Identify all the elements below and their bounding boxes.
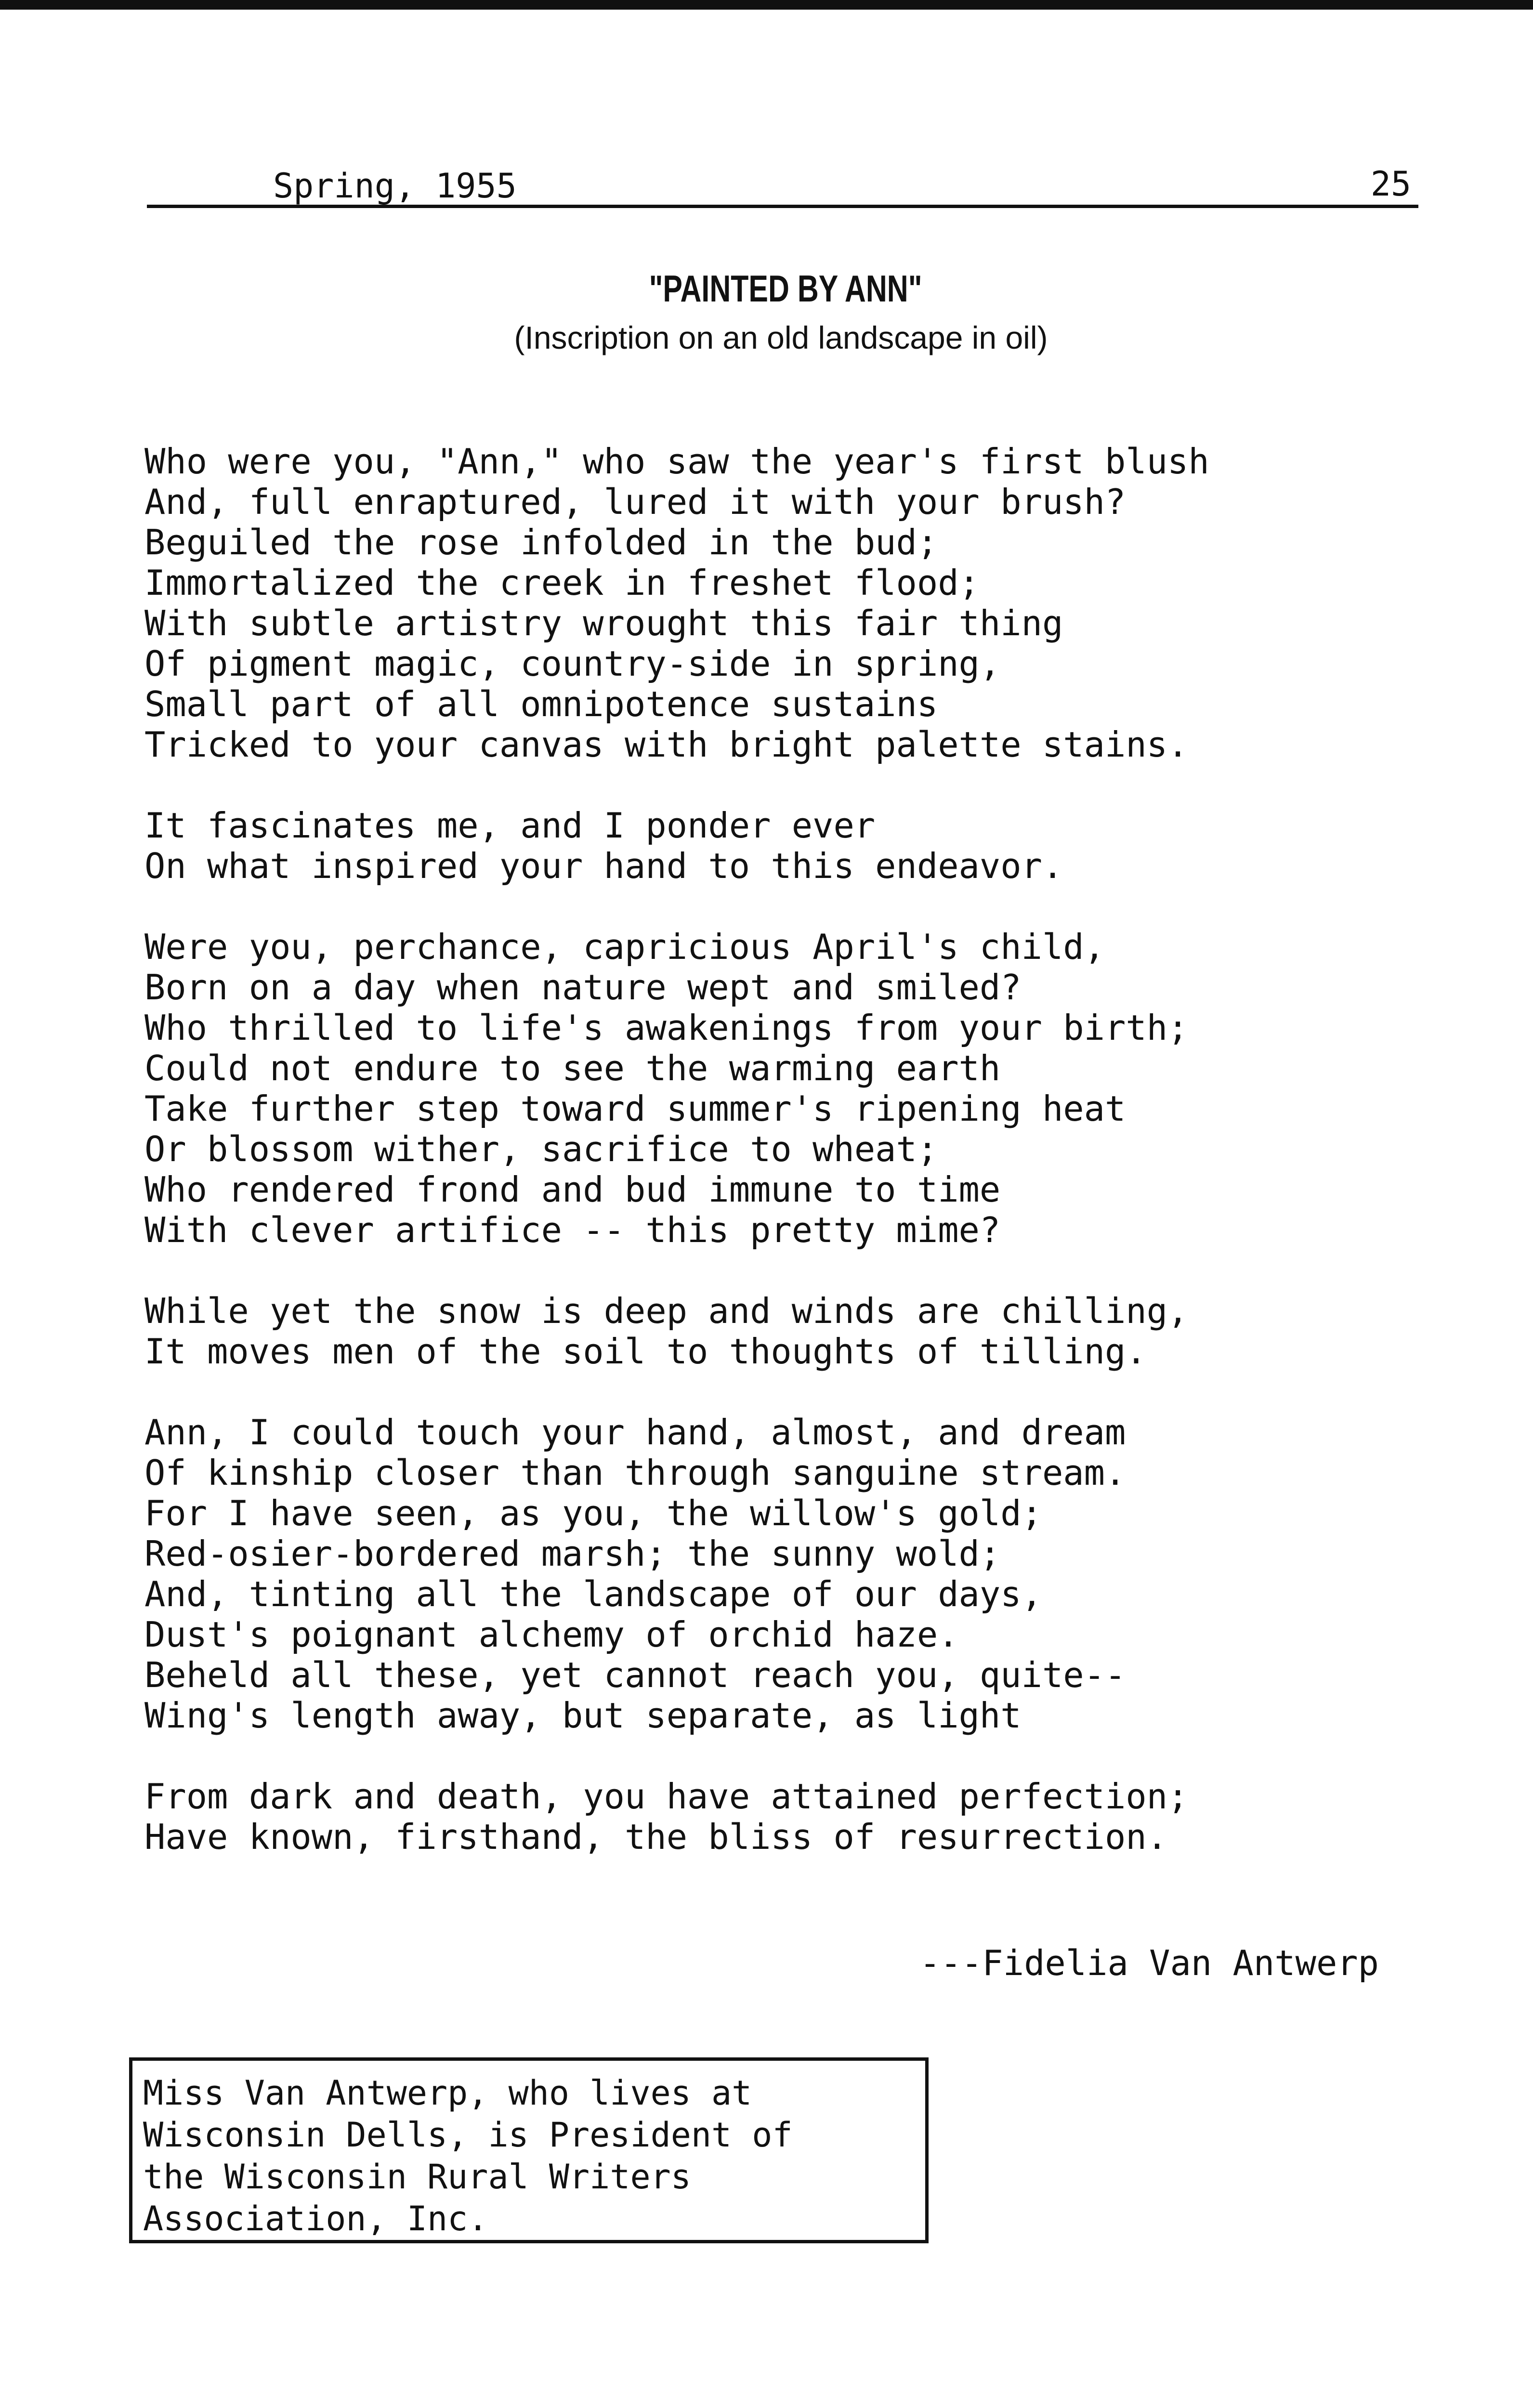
stanza-6 (144, 1776, 1522, 1857)
poem-subtitle: (Inscription on an old landscape in oil) (514, 320, 1048, 355)
running-head: Spring, 1955 (273, 166, 517, 206)
top-edge-rule (0, 0, 1533, 10)
stanza-4 (144, 1291, 1522, 1372)
poem-line: On what inspired your hand to this endeavor. (144, 846, 1063, 886)
poem-line: Of pigment magic, country-side in spring, (144, 643, 1001, 684)
poem-line: Immortalized the creek in freshet flood; (144, 563, 980, 603)
poem-line: Small part of all omnipotence sustains (144, 684, 938, 724)
bio-line: Wisconsin Dells, is President of (143, 2115, 793, 2155)
stanza-5 (144, 1412, 1522, 1736)
stanza-2 (144, 805, 1522, 886)
poem-line: It moves men of the soil to thoughts of tilling. (144, 1331, 1147, 1372)
page-number: 25 (1370, 164, 1411, 204)
poem-line: Beheld all these, yet cannot reach you, quite-- (144, 1655, 1126, 1695)
poem-line: Who rendered frond and bud immune to time (144, 1169, 1001, 1210)
poem-line: With subtle artistry wrought this fair thing (144, 603, 1063, 643)
poem-line: Or blossom wither, sacrifice to wheat; (144, 1129, 938, 1169)
bio-line: the Wisconsin Rural Writers (143, 2157, 691, 2197)
poem-line: Wing's length away, but separate, as light (144, 1695, 1022, 1736)
stanza-1 (144, 441, 1522, 765)
poem-line: Of kinship closer than through sanguine stream. (144, 1453, 1126, 1493)
poem-line: And, tinting all the landscape of our days, (144, 1574, 1042, 1614)
poem-line: With clever artifice -- this pretty mime? (144, 1210, 1001, 1250)
poem-title: "PAINTED BY ANN" (649, 267, 922, 310)
stanza-3 (144, 927, 1522, 1250)
poem-line: Who thrilled to life's awakenings from your birth; (144, 1008, 1189, 1048)
poem-line: Ann, I could touch your hand, almost, and dream (144, 1412, 1126, 1453)
poem-line: Dust's poignant alchemy of orchid haze. (144, 1614, 959, 1655)
poem-line: It fascinates me, and I ponder ever (144, 805, 876, 846)
poem-line: For I have seen, as you, the willow's gold; (144, 1493, 1042, 1533)
author-signature: ---Fidelia Van Antwerp (919, 1943, 1379, 1983)
poem-line: Have known, firsthand, the bliss of resurrection. (144, 1817, 1168, 1857)
poem-line: While yet the snow is deep and winds are chilling, (144, 1291, 1189, 1331)
poem-body (144, 441, 1522, 1898)
poem-line: Tricked to your canvas with bright palette stains. (144, 724, 1189, 765)
bio-line: Miss Van Antwerp, who lives at (143, 2073, 752, 2113)
poem-line: From dark and death, you have attained perfection; (144, 1776, 1189, 1817)
poem-line: Red-osier-bordered marsh; the sunny wold; (144, 1533, 1001, 1574)
poem-line: Could not endure to see the warming earth (144, 1048, 1001, 1088)
poem-line: Take further step toward summer's ripening heat (144, 1088, 1126, 1129)
page-header (147, 154, 1418, 208)
poem-line: Were you, perchance, capricious April's child, (144, 927, 1105, 967)
poem-line: Who were you, "Ann," who saw the year's first blush (144, 441, 1209, 482)
poem-line: Beguiled the rose infolded in the bud; (144, 522, 938, 563)
poem-line: And, full enraptured, lured it with your brush? (144, 482, 1126, 522)
bio-line: Association, Inc. (143, 2199, 488, 2238)
author-bio-box (129, 2057, 929, 2243)
poem-line: Born on a day when nature wept and smiled? (144, 967, 1022, 1008)
